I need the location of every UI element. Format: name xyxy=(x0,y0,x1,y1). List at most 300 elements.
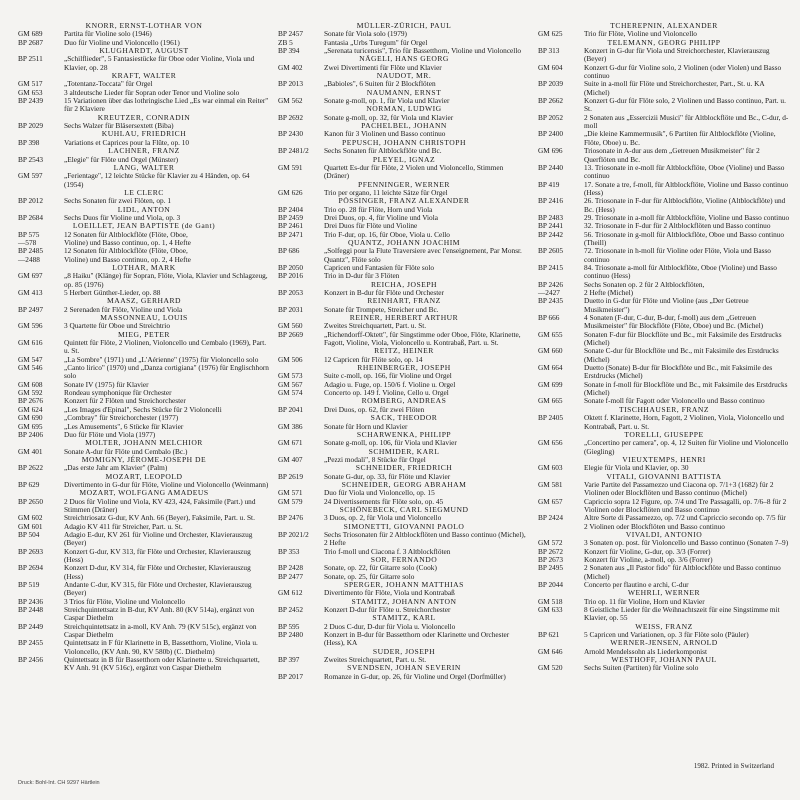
work-description: „Ferientage", 12 leichte Stücke für Klavier zu 4 Händen, op. 64 (1954) xyxy=(64,171,250,189)
work-description: „Babioles", 6 Suiten für 2 Blockflöten xyxy=(324,79,436,89)
composer-heading: MÜLLER-ZÜRICH, PAUL xyxy=(356,21,452,30)
catalog-number: GM 547 xyxy=(18,354,43,364)
work-description: 2 Serenaden für Flöte, Violine und Viola xyxy=(64,304,183,314)
catalog-number: BP 2436 xyxy=(18,596,44,606)
work-description: Sonate A-dur für Flöte und Cembalo (Bc.) xyxy=(64,446,188,456)
catalog-number: BP 2405 xyxy=(538,413,564,423)
work-description: Elegie für Viola und Klavier, op. 30 xyxy=(584,463,689,473)
catalog-number: BP 2029 xyxy=(18,121,44,131)
catalog-number: GM 695 xyxy=(18,421,43,431)
work-description: Quintettsatz in F für Klarinette in B, Bassetthorn, Violine, Viola u. Violoncello, (KV Anh. 90, KV 580b) (C. Diethelm) xyxy=(64,638,258,656)
work-description: 84. Triosonate a-moll für Altblockflöte, Oboe (Violine) und Basso continuo (Hess) xyxy=(584,262,777,281)
composer-heading: NORMAN, LUDWIG xyxy=(366,104,442,114)
catalog-number: GM 697 xyxy=(18,271,43,281)
composer-heading: SUDER, JOSEPH xyxy=(372,646,436,656)
work-description: Sonate, op. 25, für Gitarre solo xyxy=(324,571,415,581)
catalog-number: BP 2483 xyxy=(538,212,564,222)
composer-heading: VIEUXTEMPS, HENRI xyxy=(622,454,706,464)
catalog-number: BP 2449 xyxy=(18,621,44,631)
work-description: Duetto (Sonate) B-dur für Blockflöte und Bc., mit Faksimile des Erstdrucks (Michel) xyxy=(584,363,773,381)
catalog-number: BP 398 xyxy=(18,137,40,147)
work-description: 12 Sonaten für Altblockflöte (Flöte, Oboe, xyxy=(64,246,188,256)
composer-heading: LE CLERC xyxy=(124,187,164,197)
work-description: Sechs Sonaten op. 2 für 2 Altblockflöten, xyxy=(584,279,705,289)
catalog-number: BP 2455 xyxy=(18,638,44,648)
catalog-number: GM 696 xyxy=(538,146,563,156)
catalog-number: GM 608 xyxy=(18,379,43,389)
catalog-entry xyxy=(18,564,270,581)
catalog-entry xyxy=(538,314,790,331)
work-description: 5 Herbert Günther-Lieder, op. 88 xyxy=(64,288,161,297)
catalog-number: BP 2013 xyxy=(278,79,304,89)
catalog-number: BP 2662 xyxy=(538,96,564,106)
work-description: „Das erste Jahr am Klavier" (Palm) xyxy=(64,463,168,473)
work-description: Streichtriosatz G-dur, KV Anh. 66 (Beyer), Faksimile, Part. u. St. xyxy=(64,513,255,523)
work-description: 72. Triosonate in h-moll für Violine oder Flöte, Viola und Basso continuo xyxy=(584,246,771,264)
catalog-number: GM 573 xyxy=(278,371,303,381)
catalog-number: BP 2441 xyxy=(538,221,564,231)
catalog-entry xyxy=(278,164,530,181)
work-description: Altre Sorte di Passamezzo, op. 7/2 und Capriccio secondo op. 7/5 für 2 Violinen oder Blockflöten und Basso continuo xyxy=(584,513,786,531)
composer-heading: SCHMIDER, KARL xyxy=(368,446,440,456)
work-description: Konzert für Violine, G-dur, op. 3/3 (Forrer) xyxy=(584,546,711,556)
work-description: 3 Duos, op. 2, für Viola und Violoncello xyxy=(324,513,442,523)
catalog-entry xyxy=(18,364,270,381)
catalog-entry xyxy=(538,664,790,672)
catalog-number: GM 567 xyxy=(278,379,303,389)
catalog-number: BP 2428 xyxy=(278,563,304,573)
work-description: Zweites Streichquartett, Part. u. St. xyxy=(324,321,427,331)
catalog-number: BP 397 xyxy=(278,655,300,665)
composer-heading: KREUTZER, CONRADIN xyxy=(97,112,191,122)
catalog-number: BP 2430 xyxy=(278,129,304,139)
catalog-number: BP 2442 xyxy=(538,229,564,239)
work-description: Trio op. 11 für Violine, Horn und Klavier xyxy=(584,596,705,606)
catalog-number: BP 2619 xyxy=(278,471,304,481)
catalog-entry xyxy=(538,114,790,131)
catalog-number: BP 2459 xyxy=(278,212,304,222)
catalog-number: —2427 xyxy=(538,288,560,297)
catalog-number: —578 xyxy=(18,237,37,247)
catalog-number: GM 633 xyxy=(538,605,563,615)
work-description: Duo für Violine und Violoncello (1961) xyxy=(64,37,180,47)
composer-heading: STAMITZ, JOHANN ANTON xyxy=(351,596,457,606)
work-description: 4 Sonaten (F-dur, C-dur, B-dur, f-moll) aus dem „Getreuen Musikmeister" für Blockflöte (Flöte, Oboe) und Bc. (Michel) xyxy=(584,313,764,331)
catalog-number: GM 664 xyxy=(538,363,563,373)
work-description: 2 Hefte (Michel) xyxy=(584,288,634,297)
catalog-number: BP 2692 xyxy=(278,112,304,122)
catalog-number: BP 2672 xyxy=(538,546,564,556)
catalog-number: ZB 5 xyxy=(278,37,293,47)
work-description: 56. Triosonate in g-moll für Altblockflöte, Oboe und Basso continuo (Theill) xyxy=(584,229,785,247)
work-description: 2 Sonaten aus „Il Pastor fido" für Altblockflöte und Basso continuo (Michel) xyxy=(584,563,781,581)
catalog-entry xyxy=(538,514,790,531)
catalog-entry xyxy=(538,439,790,456)
catalog-entry xyxy=(18,606,270,623)
work-description: Adagio KV 411 für Streicher, Part. u. St. xyxy=(64,521,183,531)
catalog-number: GM 581 xyxy=(538,479,563,489)
composer-heading: MOMIGNY, JÉROME-JOSEPH DE xyxy=(81,454,207,464)
catalog-entry xyxy=(538,281,790,289)
work-description: „La Sombre" (1971) und „L'Aérienne" (1975) für Violoncello solo xyxy=(64,354,259,364)
catalog-number: GM 665 xyxy=(538,396,563,406)
composer-heading: SPERGER, JOHANN MATTHIAS xyxy=(344,580,464,590)
composer-heading: REINHART, FRANZ xyxy=(367,296,441,306)
composer-heading: PLEYEL, IGNAZ xyxy=(372,154,436,164)
work-description: Variations et Caprices pour la Flûte, op. 10 xyxy=(64,137,190,147)
work-description: Concerto per flautino e archi, C-dur xyxy=(584,580,689,590)
work-description: Oktett f. Klarinette, Horn, Fagott, 2 Violinen, Viola, Violoncello und Kontrabaß, Part. u. St. xyxy=(584,413,784,431)
work-description: Konzert G-dur für Flöte solo, 2 Violinen und Basso continuo, Part. u. St. xyxy=(584,96,786,114)
work-description: Sonate in f-moll für Blockflöte und Bc., mit Faksimile des Erstdrucks (Michel) xyxy=(584,379,788,398)
catalog-number: GM 689 xyxy=(18,29,43,39)
catalog-number: GM 601 xyxy=(18,521,43,531)
work-description: Sonate, op. 22, für Gitarre solo (Cook) xyxy=(324,563,437,573)
work-description: Suite in a-moll für Flöte und Streichorchester, Part., St. u. KA (Michel) xyxy=(584,79,765,97)
publication-note: 1982. Printed in Switzerland xyxy=(693,762,774,770)
catalog-number: BP 2511 xyxy=(18,54,43,64)
work-description: Sonate g-moll, op. 1, für Viola und Klavier xyxy=(324,96,450,106)
catalog-number: BP 419 xyxy=(538,179,560,189)
catalog-number: BP 2016 xyxy=(278,271,304,281)
catalog-number: BP 2605 xyxy=(538,246,564,256)
work-description: Violine) und Basso continuo, op. 2, 4 Hefte xyxy=(64,254,191,264)
work-description: Adagio E-dur, KV 261 für Violine und Orchester, Klavierauszug (Beyer) xyxy=(64,529,253,548)
catalog-entry xyxy=(538,381,790,398)
catalog-entry xyxy=(18,656,270,673)
work-description: Sechs Sonaten für zwei Flöten, op. 1 xyxy=(64,196,172,206)
work-description: Duo für Flöte und Viola (1977) xyxy=(64,429,156,439)
work-description: Sonate G-dur, op. 33, für Flöte und Klavier xyxy=(324,471,451,481)
catalog-number: BP 2481/2 xyxy=(278,146,309,156)
work-description: Capriccio sopra 12 Figure, op. 7/4 und Tre Passagalli, op. 7/6–8 für 2 Violinen oder Blockflöten und Basso continuo xyxy=(584,496,787,514)
catalog-number: GM 546 xyxy=(18,363,43,373)
catalog-entry xyxy=(538,564,790,581)
catalog-number: BP 2426 xyxy=(538,279,564,289)
catalog-number: BP 2053 xyxy=(278,288,304,297)
catalog-number: BP 2461 xyxy=(278,221,304,231)
catalog-entry xyxy=(278,331,530,348)
composer-heading: RHEINBERGER, JOSEPH xyxy=(357,363,451,373)
work-description: 13. Triosonate in e-moll für Altblockflöte, Oboe (Violine) und Basso continuo xyxy=(584,162,785,181)
catalog-number: BP 2424 xyxy=(538,513,564,523)
composer-heading: TISCHHAUSER, FRANZ xyxy=(618,404,709,414)
catalog-number: BP 2021/2 xyxy=(278,529,309,539)
composer-heading: TCHEREPNIN, ALEXANDER xyxy=(610,21,718,30)
catalog-entry xyxy=(278,531,530,548)
catalog-number: BP 2415 xyxy=(538,262,564,272)
work-description: Trio in D-dur für 3 Flöten xyxy=(324,271,400,281)
composer-heading: MOZART, WOLFGANG AMADEUS xyxy=(79,488,209,498)
work-description: Suite c-moll, op. 166, für Violine und Orgel xyxy=(324,371,452,381)
catalog-number: GM 518 xyxy=(538,596,563,606)
catalog-column-3 xyxy=(538,22,790,673)
catalog-number: BP 2050 xyxy=(278,262,304,272)
catalog-number: BP 394 xyxy=(278,46,300,56)
work-description: Sonate für Horn und Klavier xyxy=(324,421,408,431)
catalog-number: GM 596 xyxy=(18,321,43,331)
printer-imprint: Druck: Bohl-Int. CH 9297 Härtlein xyxy=(18,780,100,786)
composer-heading: NÄGELI, HANS GEORG xyxy=(359,54,449,64)
catalog-number: GM 560 xyxy=(278,321,303,331)
catalog-entry xyxy=(538,347,790,364)
catalog-number: GM 562 xyxy=(278,96,303,106)
catalog-number: GM 690 xyxy=(18,413,43,423)
composer-heading: VIVALDI, ANTONIO xyxy=(625,529,703,539)
catalog-number: GM 592 xyxy=(18,388,43,398)
work-description: Trio per organo, 11 leichte Sätze für Orgel xyxy=(324,187,448,197)
catalog-number: BP 686 xyxy=(278,246,300,256)
catalog-number: BP 2543 xyxy=(18,154,44,164)
catalog-number: BP 2673 xyxy=(538,555,564,564)
catalog-entry xyxy=(278,673,530,681)
catalog-entry xyxy=(538,481,790,498)
work-description: Duo für Viola und Violoncello, op. 15 xyxy=(324,488,435,498)
work-description: „Les Images d'Epinal", Sechs Stücke für 2 Violoncelli xyxy=(64,404,222,414)
catalog-entry xyxy=(538,64,790,81)
catalog-number: GM 602 xyxy=(18,513,43,523)
catalog-number: BP 2495 xyxy=(538,563,564,573)
composer-heading: KUHLAU, FRIEDRICH xyxy=(101,129,187,139)
composer-heading: MAASZ, GERHARD xyxy=(106,296,182,306)
work-description: Sonate f-moll für Fagott oder Violoncello und Basso continuo xyxy=(584,396,765,406)
work-description: Varie Partite del Passamezzo und Ciacona op. 7/1+3 (1682) für 2 Violinen oder Blockflöten und Basso continuo (Michel) xyxy=(584,479,774,498)
catalog-entry xyxy=(538,181,790,198)
catalog-number: GM 671 xyxy=(278,438,303,448)
work-description: Konzert G-dur, KV 313, für Flöte und Orchester, Klavierauszug (Hess) xyxy=(64,546,251,564)
work-description: Streichquintettsatz in B-dur, KV Anh. 80 (KV 514a), ergänzt von Caspar Diethelm xyxy=(64,605,255,623)
work-description: Trio f-moll und Ciacona f. 3 Altblockflöten xyxy=(324,546,451,556)
composer-heading: MIEG, PETER xyxy=(118,329,170,339)
catalog-number: GM 660 xyxy=(538,346,563,356)
catalog-number: GM 699 xyxy=(538,379,563,389)
work-description: 3 Trios für Flöte, Violine und Violoncello xyxy=(64,596,186,606)
composer-heading: SCHNEIDER, GEORG ABRAHAM xyxy=(341,479,467,489)
work-description: Duetto in G-dur für Flöte und Violine (aus „Der Getreue Musikmeister") xyxy=(584,296,749,314)
work-description: Divertimento für Flöte, Viola und Kontrabaß xyxy=(324,588,455,598)
composer-heading: WERNER-JENSEN, ARNOLD xyxy=(610,638,718,648)
work-description: 32. Triosonate in F-dur für 2 Altblockflöten und Basso continuo xyxy=(584,221,771,231)
composer-heading: SACK, THEODOR xyxy=(370,413,438,423)
composer-heading: STAMITZ, KARL xyxy=(372,613,436,623)
catalog-number: GM 402 xyxy=(278,62,303,72)
work-description: Trio op. 28 für Flöte, Horn und Viola xyxy=(324,204,433,214)
work-description: Konzert für Violine, a-moll, op. 3/6 (Forrer) xyxy=(584,555,713,564)
catalog-number: BP 2676 xyxy=(18,396,44,406)
work-description: „Solfeggi pour la Flute Traversiere avec l'enseignement, Par Monsr. Quantz", Flöte solo xyxy=(324,246,522,264)
catalog-number: GM 604 xyxy=(538,62,563,72)
catalog-entry xyxy=(18,498,270,515)
work-description: Sonate für Trompete, Streicher und Bc. xyxy=(324,304,439,314)
work-description: Quartett Es-dur für Flöte, 2 Violen und Violoncello, Stimmen (Dräner) xyxy=(324,162,504,181)
catalog-number: BP 504 xyxy=(18,529,40,539)
work-description: Konzert in G-dur für Viola und Streichorchester, Klavierauszug (Beyer) xyxy=(584,46,770,64)
catalog-number: BP 2012 xyxy=(18,196,44,206)
work-description: Capricen und Fantasien für Flöte solo xyxy=(324,262,435,272)
composer-heading: LIDL, ANTON xyxy=(117,204,171,214)
catalog-column-1 xyxy=(18,22,270,673)
catalog-entry xyxy=(278,264,530,272)
work-description: „8 Haiku" (Klänge) für Sopran, Flöte, Viola, Klavier und Schlagzeug, op. 85 (1976) xyxy=(64,271,268,289)
catalog-entry xyxy=(18,639,270,656)
composer-heading: LOEILLET, JEAN BAPTISTE (de Gant) xyxy=(72,221,216,231)
work-description: Konzert D-dur, KV 314, für Flöte und Orchester, Klavierauszug (Hess) xyxy=(64,563,251,581)
composer-heading: KRAFT, WALTER xyxy=(111,71,177,81)
work-description: Zweites Streichquartett, Part. u. St. xyxy=(324,655,427,665)
work-description: Trio F-dur, op. 16, für Oboe, Viola u. Cello xyxy=(324,229,450,239)
catalog-number: BP 2017 xyxy=(278,671,304,681)
composer-heading: NAUMANN, ERNST xyxy=(366,87,442,97)
work-description: „Die kleine Kammermusik", 6 Partiten für Altblockflöte (Violine, Flöte, Oboe) u. Bc. xyxy=(584,129,776,147)
catalog-number: BP 2476 xyxy=(278,513,304,523)
catalog-number: GM 646 xyxy=(538,646,563,656)
composer-heading: REINER, HERBERT ARTHUR xyxy=(349,313,459,323)
work-description: 3 altdeutsche Lieder für Sopran oder Tenor und Violine solo xyxy=(64,87,240,97)
catalog-number: GM 571 xyxy=(278,488,303,498)
catalog-number: BP 2497 xyxy=(18,304,44,314)
work-description: 29. Triosonate in a-moll für Altblockflöte, Violine und Basso continuo xyxy=(584,212,790,222)
catalog-number: BP 2471 xyxy=(278,229,304,239)
catalog-number: BP 2416 xyxy=(538,196,564,206)
catalog-number: GM 616 xyxy=(18,338,43,348)
work-description: Kanon für 3 Violinen und Basso continuo xyxy=(324,129,446,139)
work-description: Sechs Suiten (Partiten) für Violine solo xyxy=(584,663,699,673)
catalog-number: BP 575 xyxy=(18,229,40,239)
composer-heading: WEHRLI, WERNER xyxy=(627,588,701,598)
work-description: Fantasia „Urbs Turegum" für Orgel xyxy=(324,37,428,47)
catalog-entry xyxy=(18,272,270,289)
catalog-entry xyxy=(538,264,790,281)
catalog-number: GM 517 xyxy=(18,79,43,89)
catalog-number: GM 626 xyxy=(278,187,303,197)
catalog-entry xyxy=(538,498,790,515)
work-description: Concerto op. 149 f. Violine, Cello u. Orgel xyxy=(324,388,449,398)
catalog-number: BP 2477 xyxy=(278,571,304,581)
composer-heading: PFENNINGER, WERNER xyxy=(358,179,450,189)
work-description: 17. Sonate a tre, f-moll, für Altblockflöte, Violine und Basso continuo (Hess) xyxy=(584,179,789,197)
work-description: 3 Sonaten op. post. für Violoncello und Basso continuo (Sonaten 7–9) xyxy=(584,538,789,548)
work-description: Drei Duos, op. 62, für zwei Flöten xyxy=(324,404,425,414)
catalog-number: BP 313 xyxy=(538,46,560,56)
composer-heading: TELEMANN, GEORG PHILIPP xyxy=(607,37,721,47)
work-description: Konzert für 2 Flöten und Streichorchester xyxy=(64,396,186,406)
composer-heading: SVENDSEN, JOHAN SEVERIN xyxy=(347,663,461,673)
catalog-number: BP 2687 xyxy=(18,37,44,47)
work-description: „Pezzi modali", 8 Stücke für Orgel xyxy=(324,454,426,464)
catalog-number: BP 2669 xyxy=(278,329,304,339)
work-description: Zwei Divertimenti für Flöte und Klavier xyxy=(324,62,442,72)
work-description: „Les Amusements", 6 Stücke für Klavier xyxy=(64,421,184,431)
composer-heading: LACHNER, FRANZ xyxy=(108,146,180,156)
work-description: Triosonate in A-dur aus dem „Getreuen Musikmeister" für 2 Querflöten und Bc. xyxy=(584,146,760,164)
catalog-number: BP 2031 xyxy=(278,304,304,314)
catalog-number: BP 2439 xyxy=(18,96,44,106)
work-description: Sechs Triosonaten für 2 Altblockflöten und Basso continuo (Michel), 2 Hefte xyxy=(324,529,526,548)
catalog-number: BP 2044 xyxy=(538,580,564,590)
work-description: „Schilflieder", 5 Fantasiestücke für Oboe oder Violine, Viola und Klavier, op. 28 xyxy=(64,54,255,72)
catalog-number: GM 413 xyxy=(18,288,43,297)
catalog-column-2 xyxy=(278,22,530,681)
catalog-number: GM 591 xyxy=(278,162,303,172)
composer-heading: QUANTZ, JOHANN JOACHIM xyxy=(347,237,461,247)
catalog-number: GM 624 xyxy=(18,404,43,414)
catalog-number: BP 2693 xyxy=(18,546,44,556)
work-description: Romanze in G-dur, op. 26, für Violine und Orgel (Dorfmüller) xyxy=(324,671,506,681)
work-description: Sonate g-moll, op. 106, für Viola und Klavier xyxy=(324,438,457,448)
catalog-number: GM 603 xyxy=(538,463,563,473)
catalog-entry xyxy=(538,130,790,147)
catalog-number: GM 386 xyxy=(278,421,303,431)
catalog-number: BP 2622 xyxy=(18,463,44,473)
catalog-number: BP 2039 xyxy=(538,79,564,89)
catalog-entry xyxy=(538,231,790,248)
work-description: Quintett für Flöte, 2 Violinen, Violoncello und Cembalo (1969), Part. u. St. xyxy=(64,338,267,356)
composer-heading: SCHARWENKA, PHILIPP xyxy=(356,429,452,439)
composer-heading: SCHÖNEBECK, CARL SIEGMUND xyxy=(339,504,469,514)
catalog-entry xyxy=(538,97,790,114)
work-description: Sechs Duos für Violine und Viola, op. 3 xyxy=(64,212,181,222)
work-description: 8 Geistliche Lieder für die Weihnachtszeit für eine Singstimme mit Klavier, op. 55 xyxy=(584,605,780,623)
catalog-entry xyxy=(538,164,790,181)
work-description: Konzert in B-dur für Flöte und Orchester xyxy=(324,288,444,297)
catalog-number: BP 2650 xyxy=(18,496,44,506)
composer-heading: MASSONNEAU, LOUIS xyxy=(100,313,188,323)
catalog-number: BP 2400 xyxy=(538,129,564,139)
catalog-number: BP 2457 xyxy=(278,29,304,39)
work-description: „Totentanz-Toccata" für Orgel xyxy=(64,79,153,89)
catalog-entry xyxy=(538,197,790,214)
catalog-number: GM 612 xyxy=(278,588,303,598)
catalog-number: GM 579 xyxy=(278,496,303,506)
composer-heading: KNORR, ERNST-LOTHAR VON xyxy=(85,21,203,30)
catalog-number: BP 2485 xyxy=(18,246,44,256)
work-description: 15 Variationen über das lothringische Lied „Es war einmal ein Reiter" für 2 Klaviere xyxy=(64,96,269,114)
work-description: Violine) und Basso continuo, op. 1, 4 Hefte xyxy=(64,237,191,247)
composer-heading: PEPUSCH, JOHANN CHRISTOPH xyxy=(342,137,466,147)
work-description: Konzert in B-dur für Bassetthorn oder Klarinette und Orchester (Hess), KA xyxy=(324,630,510,648)
composer-heading: MOLTER, JOHANN MELCHIOR xyxy=(85,438,203,448)
catalog-number: GM 574 xyxy=(278,388,303,398)
work-description: 5 Capricen und Variationen, op. 3 für Flöte solo (Päuler) xyxy=(584,630,749,640)
catalog-number: GM 407 xyxy=(278,454,303,464)
work-description: Konzert G-dur für Violine solo, 2 Violinen (oder Violen) und Basso continuo xyxy=(584,62,782,81)
catalog-entry xyxy=(538,331,790,348)
catalog-number: BP 2448 xyxy=(18,605,44,615)
catalog-entry xyxy=(18,623,270,640)
catalog-number: BP 2435 xyxy=(538,296,564,306)
catalog-number: GM 520 xyxy=(538,663,563,673)
composer-heading: SOR, FERNANDO xyxy=(370,555,438,564)
catalog-number: BP 2406 xyxy=(18,429,44,439)
catalog-number: GM 572 xyxy=(538,538,563,548)
work-description: Konzert D-dur für Flöte u. Streichorchester xyxy=(324,605,451,615)
work-description: Partita für Violine solo (1946) xyxy=(64,29,152,39)
composer-heading: SCHNEIDER, FRIEDRICH xyxy=(355,463,453,473)
catalog-number: BP 595 xyxy=(278,621,300,631)
work-description: Sonate IV (1975) für Klavier xyxy=(64,379,149,389)
composer-heading: PÖSSINGER, FRANZ ALEXANDER xyxy=(338,196,470,206)
work-description: „Serenata turicensis", Trio für Bassetthorn, Violine und Violoncello xyxy=(324,46,521,56)
catalog-number: BP 2440 xyxy=(538,162,564,172)
catalog-number: BP 519 xyxy=(18,580,40,590)
catalog-entry xyxy=(538,364,790,381)
catalog-number: GM 625 xyxy=(538,29,563,39)
work-description: Drei Duos, op. 4, für Violine und Viola xyxy=(324,212,438,222)
catalog-number: GM 597 xyxy=(18,171,43,181)
composer-heading: SIMONETTI, GIOVANNI PAOLO xyxy=(343,521,465,531)
work-description: Sonaten F-dur für Blockflöte und Bc., mit Faksimile des Erstdrucks (Michel) xyxy=(584,329,782,348)
catalog-entry xyxy=(18,581,270,598)
